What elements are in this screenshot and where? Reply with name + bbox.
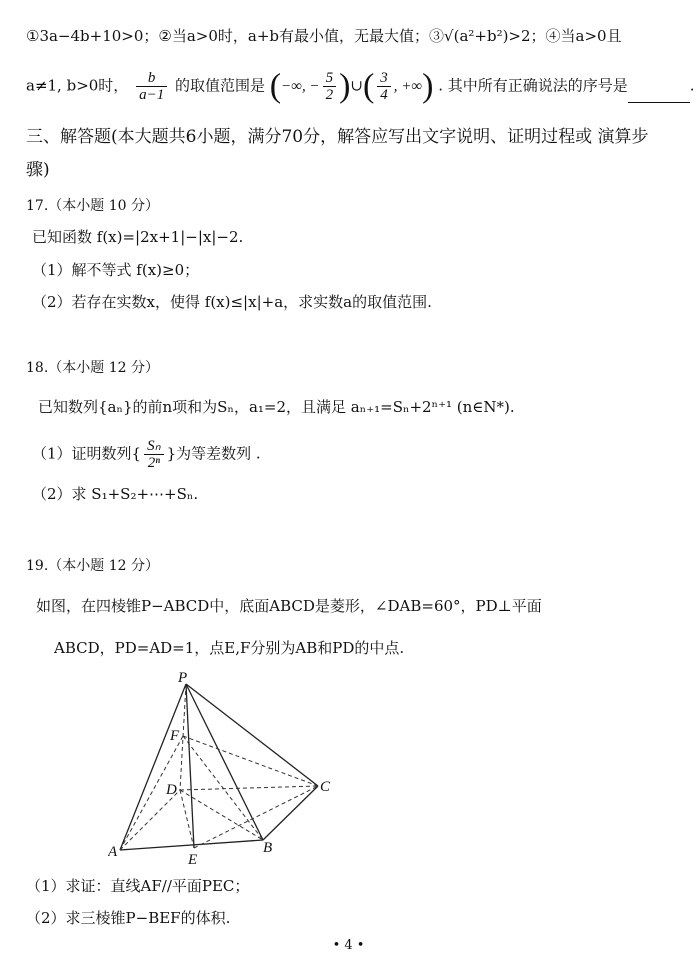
q19-part1: （1）求证：直线AF//平面PEC；	[26, 877, 250, 895]
f2-den: 4	[380, 87, 388, 103]
label-C: C	[320, 779, 331, 795]
q18-stem: 已知数列{aₙ}的前n项和为Sₙ，a₁=2，且满足 aₙ₊₁=Sₙ+2ⁿ⁺¹ (n∈N*).	[38, 398, 515, 416]
right-paren-2: )	[422, 67, 434, 105]
sn-num: Sₙ	[144, 438, 163, 455]
q16-line2-end: .	[689, 76, 695, 95]
q16-range-line	[26, 67, 695, 105]
sn-den: 2ⁿ	[147, 455, 160, 471]
q18-p1-post: }为等差数列 .	[166, 444, 261, 463]
fraction-5-2	[323, 70, 337, 103]
label-A: A	[108, 844, 118, 860]
fraction-sn-2n	[144, 438, 163, 471]
q16-line2-post: . 其中所有正确说法的序号是	[438, 76, 628, 95]
union-symbol: ∪	[350, 76, 363, 95]
edge-BC	[263, 786, 318, 840]
q17-part1: （1）解不等式 f(x)≥0；	[32, 261, 200, 279]
q16-line1: ①3a−4b+10>0；②当a>0时，a+b有最小值，无最大值；③√(a²+b²)>2；④当a>0且	[26, 27, 622, 45]
q16-line2-pre: a≠1, b>0时，	[26, 76, 129, 95]
q19-stem-1: 如图，在四棱锥P−ABCD中，底面ABCD是菱形，∠DAB=60°，PD⊥平面	[36, 597, 542, 615]
section-heading-cont	[26, 160, 50, 180]
section-heading	[26, 127, 648, 147]
q18-header: 18.（本小题 12 分）	[26, 360, 159, 376]
left-paren: (	[269, 67, 282, 105]
pyramid-figure	[108, 670, 338, 870]
section-title: 三、解答题(本大题共6小题，满分70分，解答应写出文字说明、证明过程或 演算步	[26, 127, 649, 147]
edge-FC	[183, 736, 318, 786]
edge-PA	[120, 684, 186, 850]
left-paren-2: (	[362, 67, 375, 105]
interval1: −∞, −	[281, 78, 320, 95]
q16-statements-line	[26, 26, 622, 46]
label-B: B	[263, 840, 273, 856]
edge-PC	[186, 684, 318, 786]
fraction-3-4	[377, 70, 391, 103]
answer-blank[interactable]	[628, 88, 690, 103]
q17-header: 17.（本小题 10 分）	[26, 198, 159, 214]
q16-line2-mid: 的取值范围是	[175, 76, 266, 95]
q18-p1-pre: （1）证明数列{	[32, 444, 142, 463]
q17-stem: 已知函数 f(x)=|2x+1|−|x|−2.	[32, 228, 244, 246]
label-E: E	[188, 852, 198, 868]
page-number: • 4 •	[332, 938, 365, 953]
edge-PE	[186, 684, 194, 848]
q18-part2: （2）求 S₁+S₂+⋯+Sₙ.	[32, 485, 199, 503]
edge-AD	[120, 790, 180, 850]
frac-den: a−1	[139, 87, 165, 103]
interval2: , +∞	[393, 78, 423, 95]
f1-num: 5	[323, 70, 337, 87]
q17-part2: （2）若存在实数x，使得 f(x)≤|x|+a，求实数a的取值范围.	[32, 293, 432, 311]
f1-den: 2	[325, 87, 334, 103]
edge-EC	[194, 786, 318, 848]
label-D: D	[166, 782, 177, 798]
frac-num: b	[136, 70, 167, 87]
edge-DC	[180, 786, 318, 790]
b-over-a-minus-1	[136, 70, 167, 103]
label-F: F	[170, 728, 180, 744]
section-title-2: 骤)	[26, 160, 50, 180]
q19-header: 19.（本小题 12 分）	[26, 558, 159, 574]
q19-stem-2: ABCD，PD=AD=1，点E,F分别为AB和PD的中点.	[54, 639, 405, 657]
label-P: P	[178, 670, 188, 686]
f2-num: 3	[377, 70, 391, 87]
edge-AB	[120, 840, 263, 850]
right-paren: )	[339, 67, 351, 105]
q19-part2: （2）求三棱锥P−BEF的体积.	[26, 909, 231, 927]
q18-part1	[32, 438, 261, 471]
